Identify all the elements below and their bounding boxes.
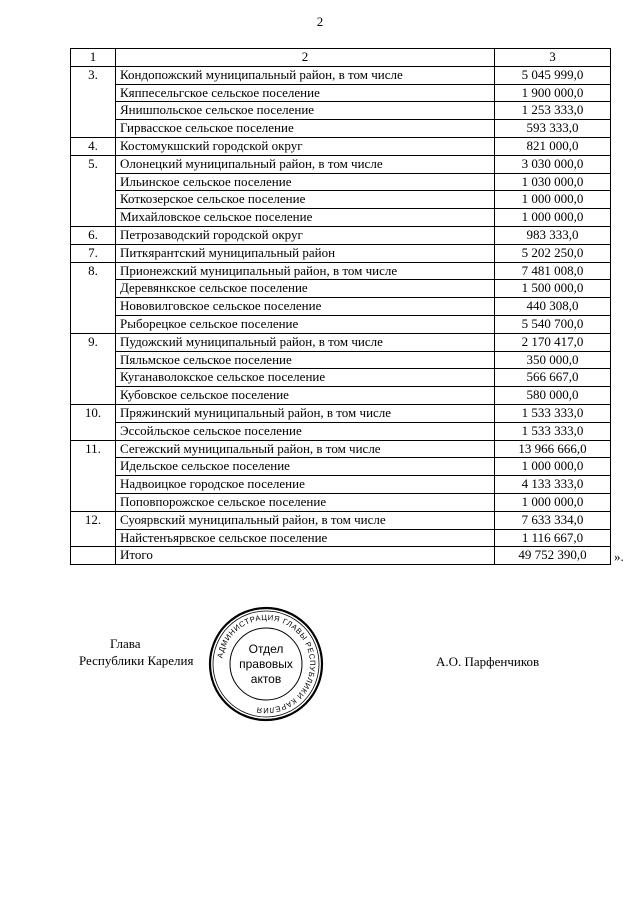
seal-center-line-2: правовых xyxy=(239,657,293,671)
row-number xyxy=(71,369,116,387)
table-row xyxy=(71,529,611,547)
table-row xyxy=(71,440,611,458)
row-amount: 13 966 666,0 xyxy=(495,440,611,458)
table-row xyxy=(71,333,611,351)
table-row xyxy=(71,280,611,298)
total-row xyxy=(71,547,611,565)
header-col-3: 3 xyxy=(495,49,611,67)
row-name: Кондопожский муниципальный район, в том числе xyxy=(116,66,495,84)
row-name: Михайловское сельское поселение xyxy=(116,209,495,227)
table-row xyxy=(71,351,611,369)
row-number xyxy=(71,173,116,191)
row-name: Кубовское сельское поселение xyxy=(116,387,495,405)
budget-table xyxy=(70,48,611,565)
row-name: Пудожский муниципальный район, в том числе xyxy=(116,333,495,351)
table-row xyxy=(71,244,611,262)
row-amount: 5 045 999,0 xyxy=(495,66,611,84)
table-row xyxy=(71,226,611,244)
row-amount: 350 000,0 xyxy=(495,351,611,369)
row-name: Олонецкий муниципальный район, в том числе xyxy=(116,155,495,173)
signer-title-line-1: Глава xyxy=(110,636,141,651)
row-number xyxy=(71,422,116,440)
row-name: Прионежский муниципальный район, в том числе xyxy=(116,262,495,280)
row-name: Деревянкское сельское поселение xyxy=(116,280,495,298)
table-row xyxy=(71,262,611,280)
row-name: Куганаволокское сельское поселение xyxy=(116,369,495,387)
table-row xyxy=(71,84,611,102)
row-number: 7. xyxy=(71,244,116,262)
row-name: Янишпольское сельское поселение xyxy=(116,102,495,120)
row-name: Ильинское сельское поселение xyxy=(116,173,495,191)
table-row xyxy=(71,511,611,529)
row-number: 10. xyxy=(71,404,116,422)
row-name: Поповпорожское сельское поселение xyxy=(116,493,495,511)
page-number: 2 xyxy=(316,14,324,29)
row-number xyxy=(71,298,116,316)
table-row xyxy=(71,493,611,511)
row-amount: 1 533 333,0 xyxy=(495,404,611,422)
total-label: Итого xyxy=(116,547,495,565)
row-name: Идельское сельское поселение xyxy=(116,458,495,476)
row-amount: 1 000 000,0 xyxy=(495,209,611,227)
total-value: 49 752 390,0 xyxy=(495,547,611,565)
signer-title-line-2: Республики Карелия xyxy=(79,653,194,668)
row-number: 9. xyxy=(71,333,116,351)
seal-ring-text: АДМИНИСТРАЦИЯ ГЛАВЫ РЕСПУБЛИКИ КАРЕЛИЯ xyxy=(215,612,318,716)
row-name: Рыборецкое сельское поселение xyxy=(116,315,495,333)
row-amount: 2 170 417,0 xyxy=(495,333,611,351)
row-name: Коткозерское сельское поселение xyxy=(116,191,495,209)
row-name: Сегежский муниципальный район, в том числе xyxy=(116,440,495,458)
header-col-1: 1 xyxy=(71,49,116,67)
row-number xyxy=(71,84,116,102)
row-name: Питкярантский муниципальный район xyxy=(116,244,495,262)
row-number xyxy=(71,280,116,298)
row-amount: 5 540 700,0 xyxy=(495,315,611,333)
row-name: Суоярвский муниципальный район, в том числе xyxy=(116,511,495,529)
row-amount: 1 000 000,0 xyxy=(495,493,611,511)
closing-quote: ». xyxy=(614,549,624,564)
row-name: Петрозаводский городской округ xyxy=(116,226,495,244)
row-amount: 1 116 667,0 xyxy=(495,529,611,547)
row-amount: 580 000,0 xyxy=(495,387,611,405)
table-row xyxy=(71,458,611,476)
row-name: Пряжинский муниципальный район, в том числе xyxy=(116,404,495,422)
table-row xyxy=(71,387,611,405)
row-number: 3. xyxy=(71,66,116,84)
row-number: 11. xyxy=(71,440,116,458)
row-amount: 3 030 000,0 xyxy=(495,155,611,173)
row-amount: 7 633 334,0 xyxy=(495,511,611,529)
row-number: 6. xyxy=(71,226,116,244)
row-amount: 1 030 000,0 xyxy=(495,173,611,191)
row-amount: 440 308,0 xyxy=(495,298,611,316)
row-amount: 1 533 333,0 xyxy=(495,422,611,440)
row-amount: 1 500 000,0 xyxy=(495,280,611,298)
row-number xyxy=(71,493,116,511)
row-amount: 7 481 008,0 xyxy=(495,262,611,280)
row-number xyxy=(71,209,116,227)
table-row xyxy=(71,298,611,316)
table-row xyxy=(71,315,611,333)
row-number xyxy=(71,191,116,209)
row-amount: 1 000 000,0 xyxy=(495,458,611,476)
row-number: 4. xyxy=(71,137,116,155)
table-row xyxy=(71,369,611,387)
official-seal xyxy=(207,605,325,723)
table-row xyxy=(71,120,611,138)
row-name: Эссойльское сельское поселение xyxy=(116,422,495,440)
table-row xyxy=(71,137,611,155)
row-number: 5. xyxy=(71,155,116,173)
row-amount: 4 133 333,0 xyxy=(495,476,611,494)
row-name: Нововилговское сельское поселение xyxy=(116,298,495,316)
row-number: 8. xyxy=(71,262,116,280)
table-row xyxy=(71,102,611,120)
row-number xyxy=(71,315,116,333)
table-header-row xyxy=(71,49,611,67)
row-number xyxy=(71,458,116,476)
row-number xyxy=(71,529,116,547)
table-row xyxy=(71,155,611,173)
row-amount: 821 000,0 xyxy=(495,137,611,155)
row-name: Пяльмское сельское поселение xyxy=(116,351,495,369)
table-row xyxy=(71,66,611,84)
row-number: 12. xyxy=(71,511,116,529)
row-name: Костомукшский городской округ xyxy=(116,137,495,155)
row-number xyxy=(71,120,116,138)
row-name: Найстенъярвское сельское поселение xyxy=(116,529,495,547)
row-number xyxy=(71,351,116,369)
table-row xyxy=(71,404,611,422)
table-row xyxy=(71,209,611,227)
row-name: Кяппесельгское сельское поселение xyxy=(116,84,495,102)
row-amount: 1 900 000,0 xyxy=(495,84,611,102)
row-number xyxy=(71,476,116,494)
row-amount: 1 000 000,0 xyxy=(495,191,611,209)
signer-name: А.О. Парфенчиков xyxy=(436,654,540,669)
row-amount: 5 202 250,0 xyxy=(495,244,611,262)
row-amount: 566 667,0 xyxy=(495,369,611,387)
row-name: Гирвасское сельское поселение xyxy=(116,120,495,138)
budget-table-body xyxy=(71,49,611,565)
table-row xyxy=(71,476,611,494)
seal-center-line-1: Отдел xyxy=(248,642,284,656)
row-amount: 1 253 333,0 xyxy=(495,102,611,120)
total-number xyxy=(71,547,116,565)
table-row xyxy=(71,422,611,440)
row-name: Надвоицкое городское поселение xyxy=(116,476,495,494)
row-number xyxy=(71,102,116,120)
row-amount: 983 333,0 xyxy=(495,226,611,244)
header-col-2: 2 xyxy=(116,49,495,67)
table-row xyxy=(71,191,611,209)
seal-center-line-3: актов xyxy=(250,672,282,686)
row-number xyxy=(71,387,116,405)
row-amount: 593 333,0 xyxy=(495,120,611,138)
table-row xyxy=(71,173,611,191)
